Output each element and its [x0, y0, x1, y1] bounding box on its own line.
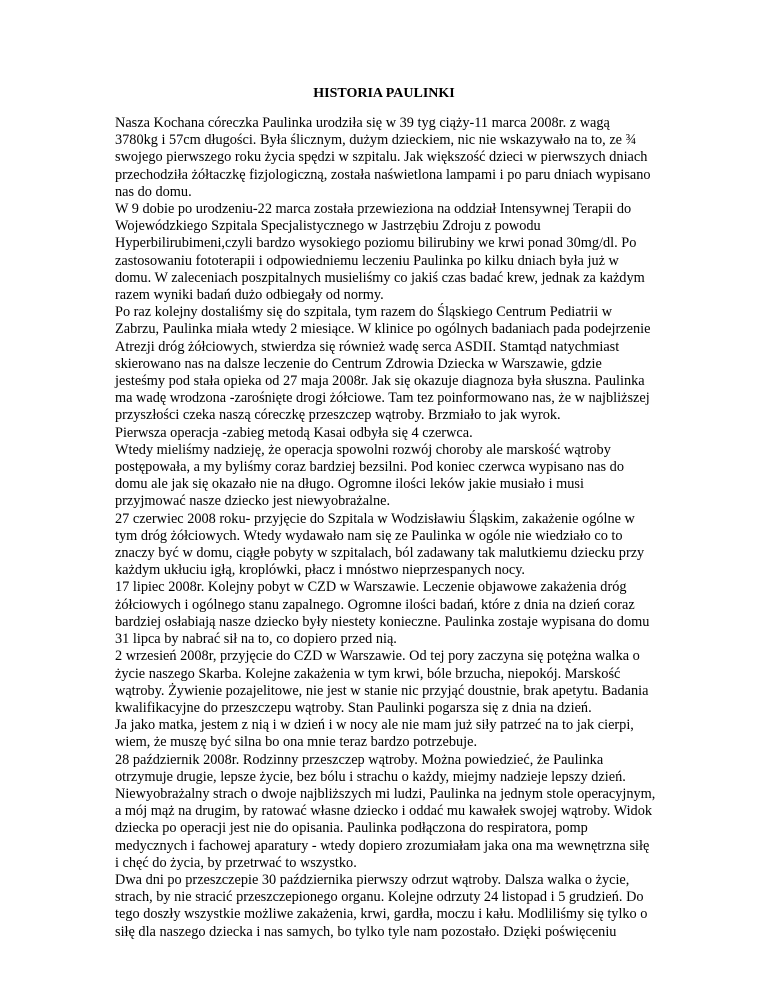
text-line: 3780kg i 57cm długości. Była ślicznym, dużym dzieckiem, nic nie wskazywało na to, ze ¾ — [115, 132, 637, 149]
text-line: 31 lipca by nabrać sił na to, co dopiero przed nią. — [115, 631, 397, 648]
document-body — [115, 115, 675, 941]
text-line: postępowała, a my byliśmy coraz bardziej bezsilni. Pod koniec czerwca wypisano nas do — [115, 459, 624, 476]
text-line: Niewyobrażalny strach o dwoje najbliższych mi ludzi, Paulinka na jednym stole operacyjnym, — [115, 785, 656, 802]
text-line: tym dróg żółciowych. Wtedy wydawało nam się ze Paulinka w ogóle nie wiedziało co to — [115, 527, 623, 544]
text-line: Wtedy mieliśmy nadzieję, że operacja spowolni rozwój choroby ale marskość wątroby — [115, 441, 611, 458]
text-line: Zabrzu, Paulinka miała wtedy 2 miesiące. W klinice po ogólnych badaniach pada podejrzenie — [115, 321, 651, 338]
text-line: siłę dla naszego dziecka i nas samych, bo tylko tyle nam pozostało. Dzięki poświęceniu — [115, 923, 617, 940]
text-line: Atrezji dróg żółciowych, stwierdza się również wadę serca ASDII. Stamtąd natychmiast — [115, 338, 620, 355]
text-line: jesteśmy pod stała opieka od 27 maja 2008r. Jak się okazuje diagnoza była słuszna. Paulinka — [115, 373, 645, 390]
text-line: skierowano nas na dalsze leczenie do Centrum Zdrowia Dziecka w Warszawie, gdzie — [115, 355, 602, 372]
document-title: HISTORIA PAULINKI — [313, 86, 455, 101]
text-line: 2 wrzesień 2008r, przyjęcie do CZD w Warszawie. Od tej pory zaczyna się potężna walka o — [115, 648, 640, 665]
text-line: otrzymuje drugie, lepsze życie, bez bólu i strachu o każdy, miejmy nadzieje lepszy dzień. — [115, 768, 626, 785]
text-line: strach, by nie stracić przeszczepionego organu. Kolejne odrzuty 24 listopad i 5 grudzień. Do — [115, 889, 644, 906]
text-line: a mój mąż na drugim, by ratować własne dziecko i oddać mu kawałek swojej wątroby. Widok — [115, 803, 652, 820]
text-line: kwalifikacyjne do przeszczepu wątroby. Stan Paulinki pogarsza się z dnia na dzień. — [115, 699, 592, 716]
text-line: przyjmować nasze dziecko jest niewyobrażalne. — [115, 493, 391, 510]
text-line: Po raz kolejny dostaliśmy się do szpitala, tym razem do Śląskiego Centrum Pediatrii w — [115, 304, 613, 321]
text-line: przyszłości czeka naszą córeczkę przeszczep wątroby. Brzmiało to jak wyrok. — [115, 407, 561, 424]
text-line: znaczy być w domu, ciągłe pobyty w szpitalach, ból zadawany tak malutkiemu dziecku przy — [115, 545, 645, 562]
text-line: Ja jako matka, jestem z nią i w dzień i w nocy ale nie mam już siły patrzeć na to jak cierpi, — [115, 717, 634, 734]
text-line: wątroby. Żywienie pozajelitowe, nie jest w stanie nic przyjąć doustnie, brak apetytu. Badania — [115, 682, 649, 699]
text-line: każdym ukłuciu igłą, kroplówki, płacz i mnóstwo nieprzespanych nocy. — [115, 562, 526, 579]
text-line: dziecka po operacji jest nie do opisania. Paulinka podłączona do respiratora, pomp — [115, 820, 588, 837]
text-line: medycznych i fachowej aparatury - wtedy dopiero zrozumiałam jaka ona ma wewnętrzna siłę — [115, 837, 650, 854]
text-line: ma wadę wrodzona -zarośnięte drogi żółciowe. Tam tez poinformowano nas, że w najbliższej — [115, 390, 650, 407]
text-line: zastosowaniu fototerapii i odpowiedniemu leczeniu Paulinka po kilku dniach była już w — [115, 252, 619, 269]
text-line: i chęć do życia, by przetrwać to wszystko. — [115, 854, 357, 871]
text-line: Dwa dni po przeszczepie 30 października pierwszy odrzut wątroby. Dalsza walka o życie, — [115, 871, 630, 888]
text-line: swojego pierwszego roku życia spędzi w szpitalu. Jak większość dzieci w pierwszych dniach — [115, 149, 648, 166]
text-line: domu ale jak się okazało nie na długo. Ogromne ilości leków jakie musiało i musi — [115, 476, 584, 493]
text-line: bardziej osłabiają nasze dziecko były niestety konieczne. Paulinka zostaje wypisana do domu — [115, 613, 650, 630]
text-line: tego doszły wszystkie możliwe zakażenia, krwi, gardła, moczu i kału. Modliliśmy się tylko o — [115, 906, 648, 923]
text-line: Pierwsza operacja -zabieg metodą Kasai odbyła się 4 czerwca. — [115, 424, 473, 441]
text-line: W 9 dobie po urodzeniu-22 marca została przewieziona na oddział Intensywnej Terapii do — [115, 201, 632, 218]
text-line: Hyperbilirubimeni,czyli bardzo wysokiego poziomu bilirubiny we krwi ponad 30mg/dl. Po — [115, 235, 637, 252]
text-line: nas do domu. — [115, 183, 192, 200]
text-line: razem wyniki badań dużo odbiegały od normy. — [115, 287, 384, 304]
text-line: życie naszego Skarba. Kolejne zakażenia w tym krwi, bóle brzucha, niepokój. Marskość — [115, 665, 621, 682]
text-line: przechodziła żółtaczkę fizjologiczną, została naświetlona lampami i po paru dniach wypisano — [115, 166, 651, 183]
text-line: Wojewódzkiego Szpitala Specjalistycznego w Jastrzębiu Zdroju z powodu — [115, 218, 541, 235]
text-line: 27 czerwiec 2008 roku- przyjęcie do Szpitala w Wodzisławiu Śląskim, zakażenie ogólne w — [115, 510, 635, 527]
text-line: wiem, że muszę być silna bo ona mnie teraz bardzo potrzebuje. — [115, 734, 478, 751]
text-line: 17 lipiec 2008r. Kolejny pobyt w CZD w Warszawie. Leczenie objawowe zakażenia dróg — [115, 579, 627, 596]
text-line: 28 październik 2008r. Rodzinny przeszczep wątroby. Można powiedzieć, że Paulinka — [115, 751, 604, 768]
text-line: domu. W zaleceniach poszpitalnych musieliśmy co jakiś czas badać krew, jednak za każdym — [115, 269, 645, 286]
text-line: żółciowych i ogólnego stanu zapalnego. Ogromne ilości badań, które z dnia na dzień coraz — [115, 596, 635, 613]
text-line: Nasza Kochana córeczka Paulinka urodziła się w 39 tyg ciąży-11 marca 2008r. z wagą — [115, 115, 610, 131]
